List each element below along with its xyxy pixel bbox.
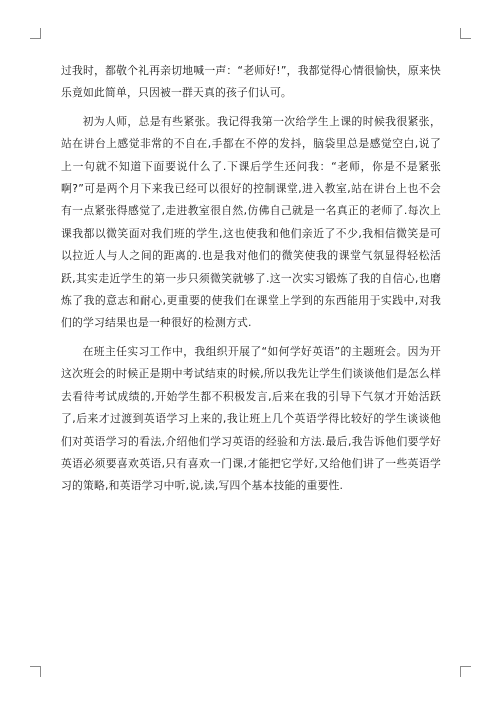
crop-mark-top-left	[30, 28, 41, 39]
paragraph: 在班主任实习工作中，我组织开展了“如何学好英语”的主题班会。因为开这次班会的时候正是期中考试结束的时候,所以我先让学生们谈谈他们是怎么样去看待考试成绩的,开始学生都不积极发言,后来在我的引导下气氛才开始活跃了,后来才过渡到英语学习上来的,我让班上几个英语学得比较好的学生谈谈他们对英语学习的看法,介绍他们学习英语的经验和方法.最后,我告诉他们要学好英语必须要喜欢英语,只有喜欢一门课,才能把它学好,又给他们讲了一些英语学习的策略,和英语学习中听,说,读,写四个基本技能的重要性.	[61, 344, 441, 493]
paragraph: 初为人师，总是有些紧张。我记得我第一次给学生上课的时候我很紧张，站在讲台上感觉非常的不自在,手都在不停的发抖，脑袋里总是感觉空白,说了上一句就不知道下面要说什么了.下课后学生还问我：“老师，你是不是紧张啊?”可是两个月下来我已经可以很好的控制课堂,进入教室,站在讲台上也不会有一点紧张得感觉了,走进教室很自然,仿佛自己就是一名真正的老师了.每次上课我都以微笑面对我们班的学生,这也使我和他们亲近了不少,我相信微笑是可以拉近人与人之间的距离的.也是我对他们的微笑使我的课堂气氛显得轻松活跃,其实走近学生的第一步只须微笑就够了.这一次实习锻炼了我的自信心,也磨炼了我的意志和耐心,更重要的使我们在课堂上学到的东西能用于实践中,对我们的学习结果也是一种很好的检测方式.	[61, 114, 441, 330]
crop-mark-bottom-left	[30, 666, 41, 677]
crop-mark-bottom-right	[460, 666, 471, 677]
crop-mark-top-right	[460, 28, 471, 39]
document-body	[61, 60, 441, 504]
paragraph: 过我时，都敬个礼再亲切地喊一声：“老师好!”，我都觉得心情很愉快，原来快乐竟如此简单，只因被一群天真的孩子们认可。	[61, 64, 441, 100]
